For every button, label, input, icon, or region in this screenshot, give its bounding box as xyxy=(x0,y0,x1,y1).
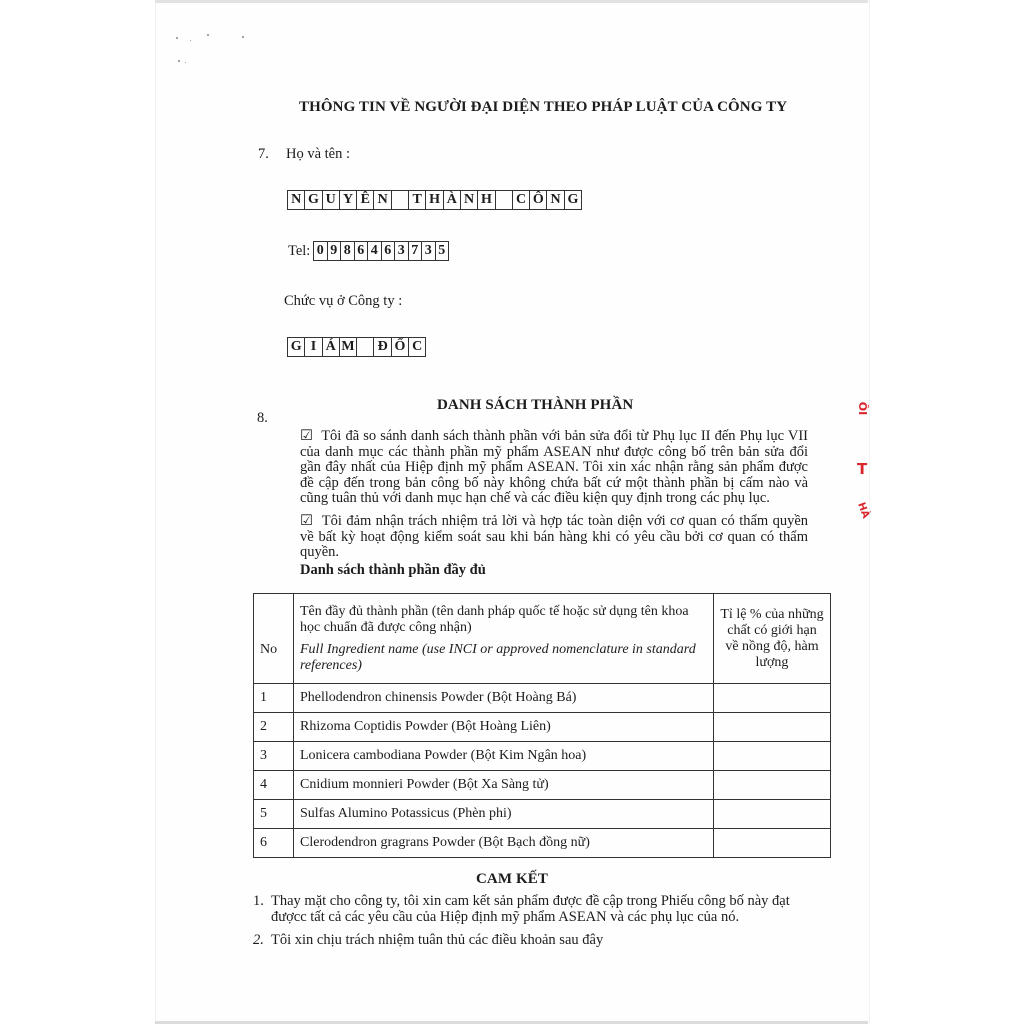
letter-box: Ê xyxy=(357,190,374,210)
scan-speck xyxy=(178,60,180,62)
table-row xyxy=(254,829,831,858)
cell-ingredient-name: Cnidium monnieri Powder (Bột Xa Sàng tử) xyxy=(294,771,714,800)
stamp-fragment-bottom: HÀ xyxy=(855,501,871,520)
letter-box: G xyxy=(305,190,322,210)
commitment-title: CAM KẾT xyxy=(476,871,548,887)
cell-no: 6 xyxy=(254,829,294,858)
tel-box-field xyxy=(313,241,449,261)
letter-box: I xyxy=(305,337,322,357)
checkbox-checked-icon: ☑ xyxy=(300,428,313,444)
scan-speck xyxy=(185,62,186,63)
page-top-edge xyxy=(155,0,868,3)
letter-box: Y xyxy=(340,190,357,210)
letter-box: N xyxy=(288,190,305,210)
header-name xyxy=(294,594,714,684)
cell-percent xyxy=(714,829,831,858)
table-row xyxy=(254,771,831,800)
scan-speck xyxy=(242,36,244,38)
header-percent: Tỉ lệ % của những chất có giới hạn về nồng độ, hàm lượng xyxy=(714,594,831,684)
declaration-1: ☑ Tôi đã so sánh danh sách thành phần với bản sửa đổi từ Phụ lục II đến Phụ lục VII của danh mục các thành phần mỹ phẩm ASEAN như được công bố trên bản sửa đổi gần đây nhất của Hiệp định mỹ phẩm ASEAN. Tôi xin xác nhận rằng sản phẩm được đề cập đến trong bản công bố này không chứa bất cứ một thành phần bị cấm nào và cũng tuân thủ với danh mục hạn chế và các điều kiện quy định trong các phụ lục. xyxy=(300,428,808,506)
commitment-1-line-2: đượcc tất cả các yêu cầu của Hiệp định mỹ phẩm ASEAN và các phụ lục của nó. xyxy=(271,909,740,925)
letter-box: U xyxy=(323,190,340,210)
letter-box: C xyxy=(513,190,530,210)
letter-box: T xyxy=(409,190,426,210)
letter-box: 5 xyxy=(436,241,450,261)
letter-box: Đ xyxy=(374,337,391,357)
ingredients-table xyxy=(253,593,831,858)
cell-no: 3 xyxy=(254,742,294,771)
letter-box: Á xyxy=(323,337,340,357)
scan-speck xyxy=(176,37,178,39)
name-label: Họ và tên : xyxy=(286,146,351,162)
cell-ingredient-name: Phellodendron chinensis Powder (Bột Hoàng Bá) xyxy=(294,684,714,713)
cell-no: 5 xyxy=(254,800,294,829)
table-header-row xyxy=(254,594,831,684)
item-8-number: 8. xyxy=(257,410,268,426)
item-7-number: 7. xyxy=(258,146,269,162)
cell-percent xyxy=(714,742,831,771)
table-row xyxy=(254,713,831,742)
letter-box: 0 xyxy=(314,241,328,261)
letter-box: 6 xyxy=(382,241,396,261)
header-no: No xyxy=(254,594,294,684)
letter-box: N xyxy=(461,190,478,210)
letter-box xyxy=(357,337,374,357)
letter-box: 3 xyxy=(422,241,436,261)
cell-ingredient-name: Sulfas Alumino Potassicus (Phèn phi) xyxy=(294,800,714,829)
cell-no: 2 xyxy=(254,713,294,742)
cell-ingredient-name: Clerodendron gragrans Powder (Bột Bạch đồng nữ) xyxy=(294,829,714,858)
full-list-heading: Danh sách thành phần đầy đủ xyxy=(300,562,486,578)
position-label: Chức vụ ở Công ty : xyxy=(284,293,403,309)
tel-label: Tel: xyxy=(288,243,311,259)
letter-box: 4 xyxy=(368,241,382,261)
cell-percent xyxy=(714,684,831,713)
stamp-fragment-middle: T xyxy=(857,460,868,478)
letter-box: 7 xyxy=(409,241,423,261)
letter-box: H xyxy=(478,190,495,210)
scan-speck xyxy=(207,34,209,36)
cell-ingredient-name: Rhizoma Coptidis Powder (Bột Hoàng Liên) xyxy=(294,713,714,742)
letter-box: G xyxy=(565,190,582,210)
letter-box: À xyxy=(444,190,461,210)
letter-box: Ô xyxy=(530,190,547,210)
commitment-1-number: 1. xyxy=(253,893,264,909)
letter-box: N xyxy=(374,190,391,210)
commitment-2-number: 2. xyxy=(253,932,264,948)
table-row xyxy=(254,684,831,713)
letter-box xyxy=(392,190,409,210)
letter-box: N xyxy=(547,190,564,210)
table-row xyxy=(254,800,831,829)
letter-box: 9 xyxy=(328,241,342,261)
cell-no: 4 xyxy=(254,771,294,800)
ingredients-title: DANH SÁCH THÀNH PHẦN xyxy=(437,397,634,413)
letter-box xyxy=(496,190,513,210)
stamp-fragment-top: ÔI xyxy=(856,401,870,416)
commitment-1-line-1: Thay mặt cho công ty, tôi xin cam kết sản phẩm được đề cập trong Phiếu công bố này đạt xyxy=(271,893,790,909)
letter-box: M xyxy=(340,337,357,357)
letter-box: Ố xyxy=(392,337,409,357)
letter-box: 6 xyxy=(355,241,369,261)
cell-no: 1 xyxy=(254,684,294,713)
scan-speck xyxy=(190,40,191,41)
letter-box: H xyxy=(426,190,443,210)
position-box-field xyxy=(287,337,426,357)
checkbox-checked-icon: ☑ xyxy=(300,513,313,529)
name-box-field xyxy=(287,190,582,210)
header-name-en: Full Ingredient name (use INCI or approved nomenclature in standard references) xyxy=(300,641,696,673)
letter-box: G xyxy=(288,337,305,357)
cell-percent xyxy=(714,771,831,800)
declaration-2: ☑ Tôi đảm nhận trách nhiệm trả lời và hợp tác toàn diện với cơ quan có thẩm quyền về bất kỳ hoạt động kiểm soát sau khi bán hàng khi có yêu cầu bởi cơ quan có thẩm quyền. xyxy=(300,513,809,560)
cell-percent xyxy=(714,713,831,742)
cell-ingredient-name: Lonicera cambodiana Powder (Bột Kim Ngân hoa) xyxy=(294,742,714,771)
letter-box: 3 xyxy=(395,241,409,261)
letter-box: C xyxy=(409,337,426,357)
header-name-vi: Tên đầy đủ thành phần (tên danh pháp quốc tế hoặc sử dụng tên khoa học chuẩn đã được công nhận) xyxy=(300,603,689,635)
commitment-2-line-1: Tôi xin chịu trách nhiệm tuân thủ các điều khoản sau đây xyxy=(271,932,604,948)
cell-percent xyxy=(714,800,831,829)
letter-box: 8 xyxy=(341,241,355,261)
section-title: THÔNG TIN VỀ NGƯỜI ĐẠI DIỆN THEO PHÁP LUẬT CỦA CÔNG TY xyxy=(299,99,788,115)
table-row xyxy=(254,742,831,771)
